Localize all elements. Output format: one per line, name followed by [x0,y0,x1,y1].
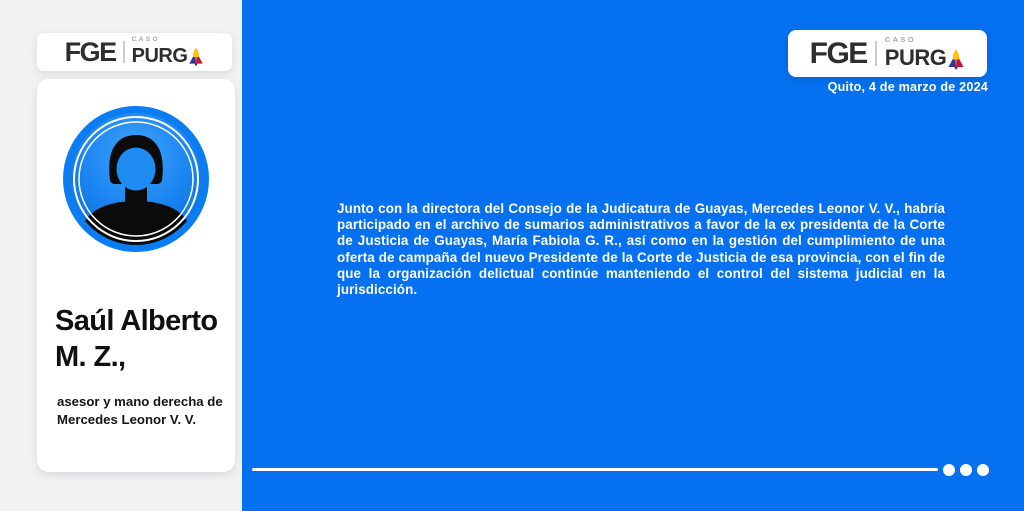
profile-card [37,79,235,472]
profile-role-line2: Mercedes Leonor V. V. [57,411,197,427]
profile-role-line1: asesor y mano derecha de [57,394,223,409]
purga-wordmark: PURG [884,45,947,71]
date-label: Quito, 4 de marzo de 2024 [827,80,988,94]
profile-name [55,303,230,375]
purga-flame-a-icon [947,48,965,71]
profile-name-line2: M. Z., [55,341,126,373]
profile-name-line1: Saúl Alberto [55,305,218,337]
dot [977,464,989,476]
logo-divider [875,41,877,66]
caso-label: CASO [884,35,917,45]
logo-divider [123,41,125,63]
brand-logo-card-right [788,30,987,77]
brand-logo [65,37,205,68]
ellipsis-dots-icon [943,464,989,476]
purga-wordmark: PURG [131,45,188,68]
brand-logo [810,36,966,71]
caso-label: CASO [131,35,160,43]
profile-role [57,393,227,428]
fge-wordmark: FGE [64,36,116,67]
dot [960,464,972,476]
left-panel [0,0,242,511]
avatar [63,106,209,252]
purga-flame-a-icon [188,47,204,67]
fge-wordmark: FGE [809,36,867,70]
brand-logo-card-left [37,33,232,71]
case-description: Junto con la directora del Consejo de la Judicatura de Guayas, Mercedes Leonor V. V., habría participado en el archivo de sumarios administrativos a favor de la ex presidenta de la Corte de Justicia de Guayas, María Fabiola G. R., así como en la gestión del cumplimiento de una oferta de campaña del nuevo Presidente de la Corte de Justicia de esa provincia, con el fin de que la organización delictual continúe manteniendo el control del sistema judicial en la jurisdicción. [337,201,945,298]
dot [943,464,955,476]
footer-divider [252,468,938,471]
content-panel [242,0,1024,511]
